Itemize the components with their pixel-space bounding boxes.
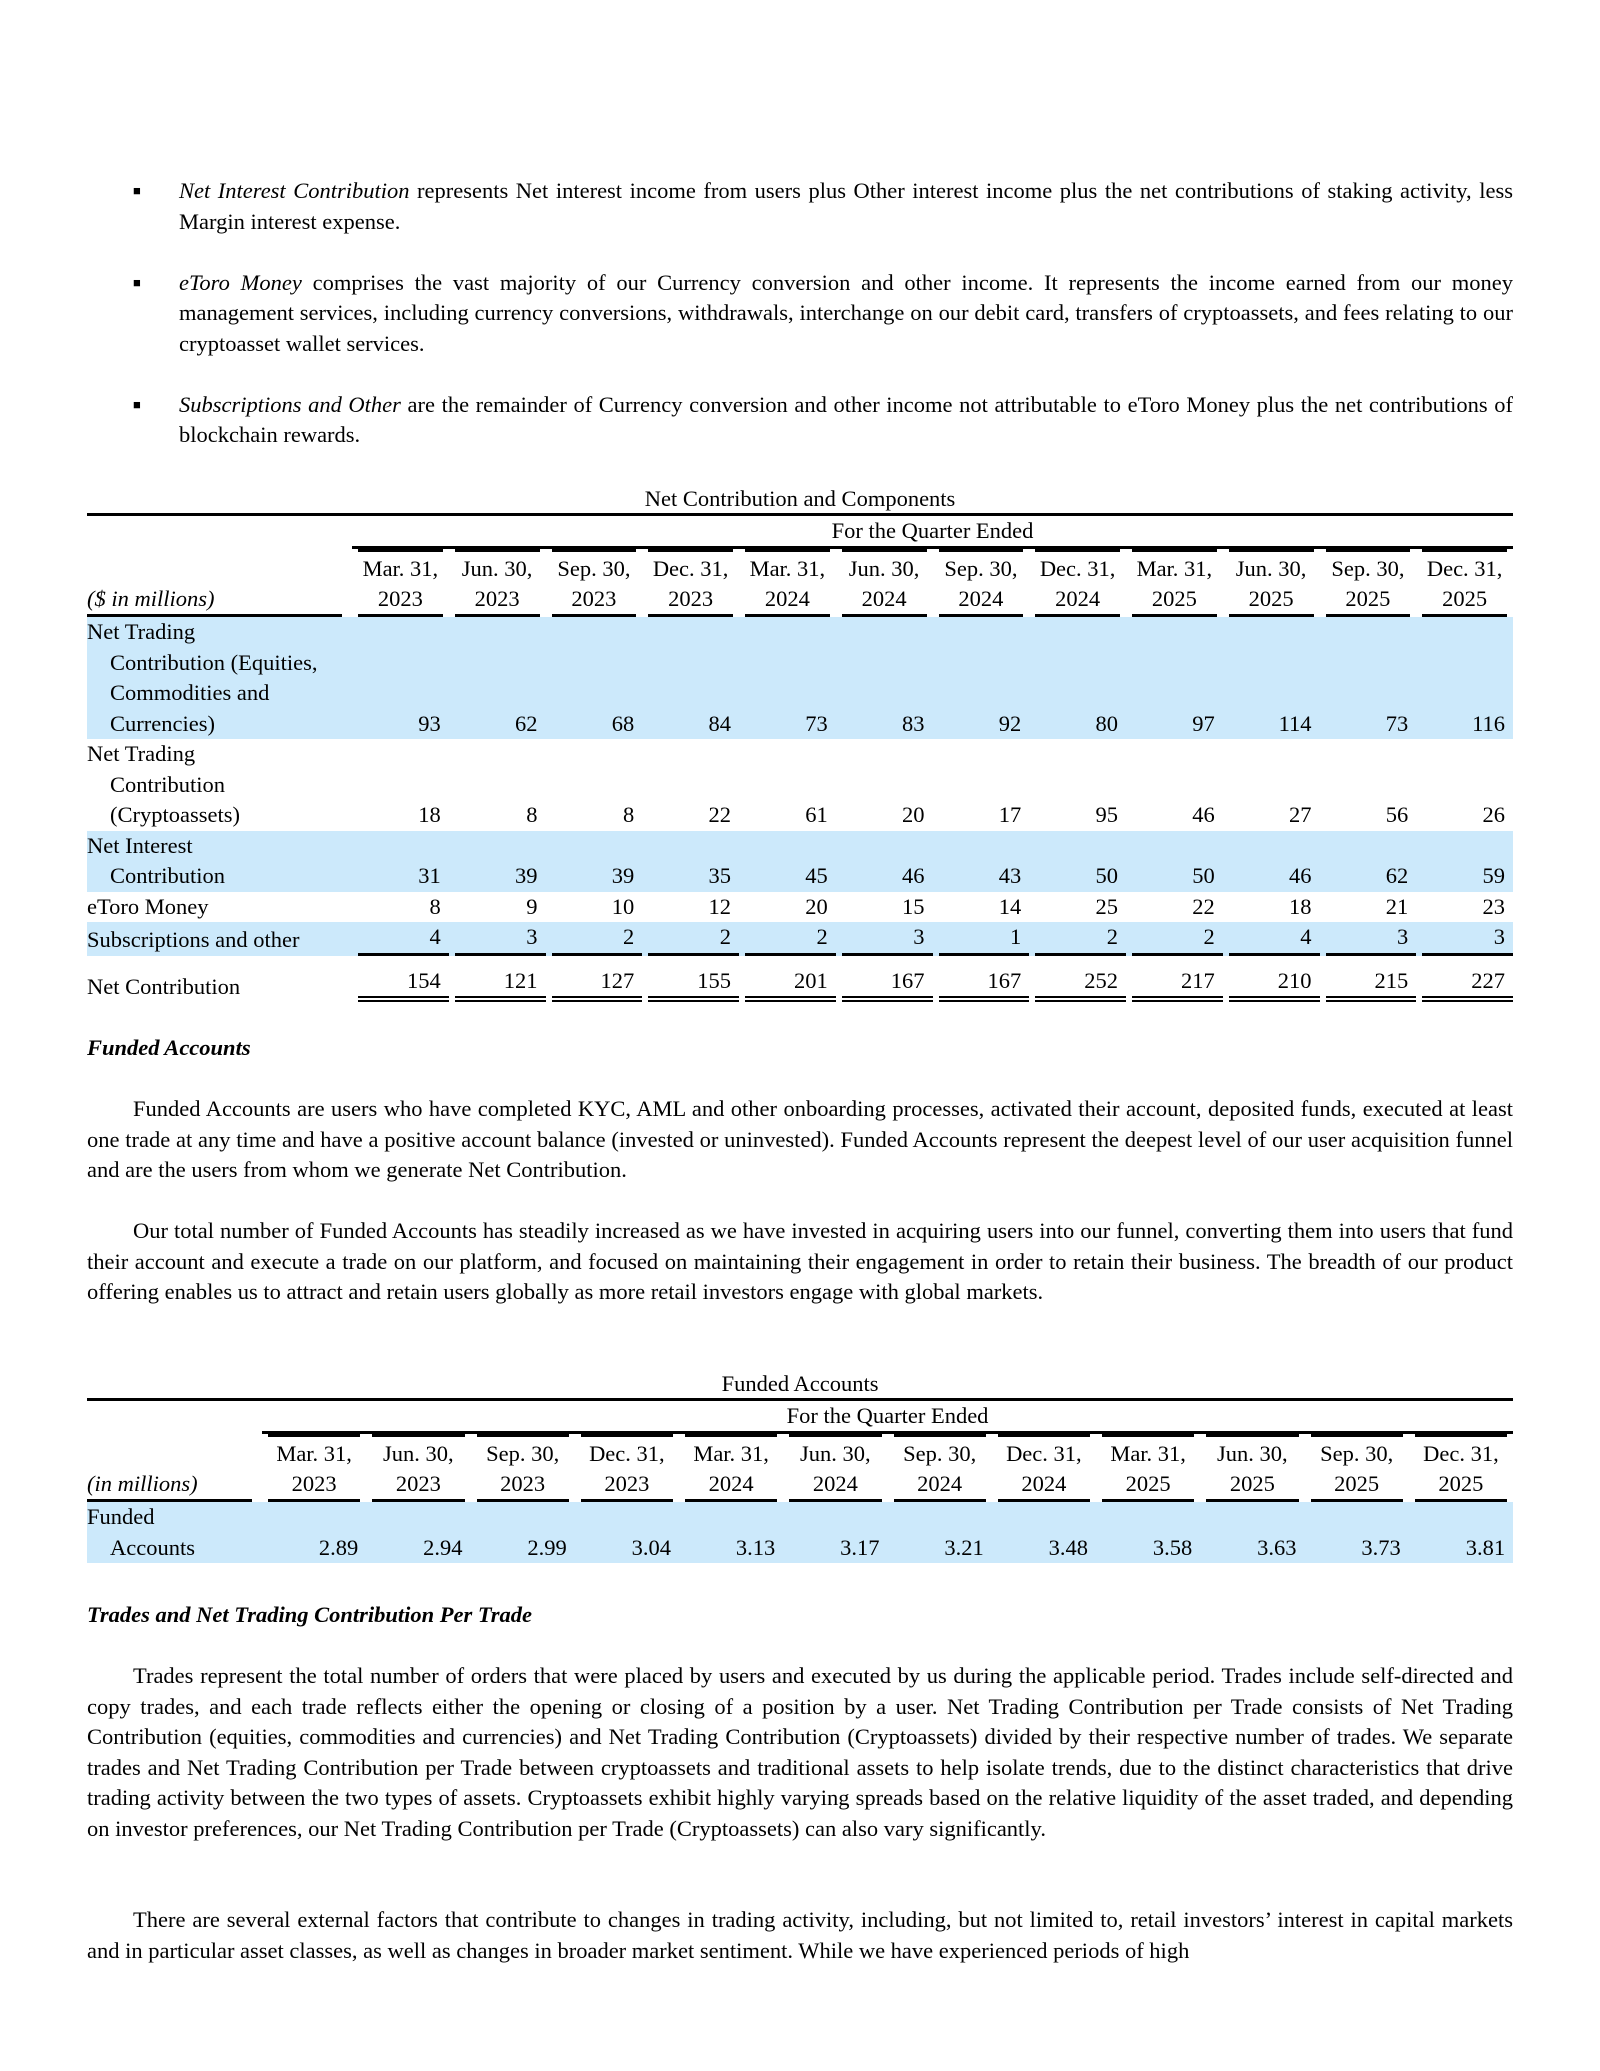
table-cell: 95 <box>1095 802 1118 827</box>
table-cell: 8 <box>429 893 441 919</box>
table-cell: 61 <box>805 802 828 827</box>
column-header: Sep. 30, 2023 <box>546 549 643 617</box>
column-header: Jun. 30, 2024 <box>836 549 933 617</box>
table-cell: 167 <box>933 956 1030 1003</box>
table-cell: 46 <box>836 831 933 892</box>
row-label: Funded Accounts <box>87 1502 262 1563</box>
column-header: Jun. 30, 2023 <box>449 549 546 617</box>
table-cell: 35 <box>642 831 739 892</box>
bullet-square-icon: ■ <box>133 183 141 198</box>
table-cell: 3.58 <box>1096 1502 1200 1563</box>
paragraph: Trades represent the total number of orders that were placed by users and executed by us during the applicable period. Trades include self-directed and copy trades, and each trade reflects either the opening or closing of a position by a user. Net Trading Contribution per Trade consists of Net Trading Contribution (equities, commodities and currencies) and Net Trading Contribution (Cryptoassets) divided by their respective number of trades. We separate trades and Net Trading Contribution per Trade between cryptoassets and traditional assets to help isolate trends, due to the distinct characteristics that drive trading activity between the two types of assets. Cryptoassets exhibit highly varying spreads based on the relative liquidity of the asset traded, and depending on investor preferences, our Net Trading Contribution per Trade (Cryptoassets) can also vary significantly. <box>87 1663 1513 1841</box>
table-cell: 46 <box>1192 802 1215 827</box>
table-cell: 167 <box>836 956 933 1003</box>
definition-bullet <box>87 268 1513 360</box>
definition-text: are the remainder of Currency conversion and other income not attributable to eToro Money plus the net contributions of blockchain rewards. <box>179 391 1513 447</box>
total-row <box>87 956 1513 1003</box>
row-label: Net Contribution <box>87 973 241 999</box>
column-header: Sep. 30, 2024 <box>933 549 1030 617</box>
section-heading-funded-accounts: Funded Accounts <box>87 1035 251 1060</box>
definition-bullet <box>87 176 1513 237</box>
bullet-square-icon: ■ <box>133 274 141 290</box>
table-cell: 62 <box>1320 831 1417 892</box>
table-cell: 3.04 <box>575 1502 679 1563</box>
table-cell: 2 <box>546 922 643 956</box>
unit-label: (in millions) <box>87 1434 262 1502</box>
column-header: Jun. 30, 2025 <box>1200 1434 1304 1502</box>
table-cell: 121 <box>449 956 546 1003</box>
column-header: Jun. 30, 2023 <box>366 1434 470 1502</box>
table-cell: 27 <box>1289 802 1312 827</box>
column-header: Mar. 31, 2023 <box>262 1434 366 1502</box>
table-cell: 3.21 <box>888 1502 992 1563</box>
column-header: Sep. 30, 2025 <box>1305 1434 1409 1502</box>
table-cell: 68 <box>546 617 643 739</box>
table-cell: 18 <box>418 802 441 827</box>
definition-term: Subscriptions and Other <box>179 391 401 417</box>
table-cell: 1 <box>933 922 1030 956</box>
row-label: Net Interest Contribution <box>87 831 352 892</box>
table-cell: 201 <box>739 956 836 1003</box>
table-cell: 22 <box>1192 893 1215 919</box>
table-cell: 9 <box>526 893 538 919</box>
table-cell: 93 <box>352 617 449 739</box>
table-cell: 45 <box>739 831 836 892</box>
row-label: eToro Money <box>87 893 209 919</box>
table-cell: 2 <box>642 922 739 956</box>
table-cell: 127 <box>546 956 643 1003</box>
table-cell: 2.89 <box>262 1502 366 1563</box>
table-cell: 31 <box>352 831 449 892</box>
column-header: Mar. 31, 2025 <box>1126 549 1223 617</box>
table-cell: 84 <box>642 617 739 739</box>
paragraph: Funded Accounts are users who have completed KYC, AML and other onboarding processes, activated their account, deposited funds, executed at least one trade at any time and have a positive account balance (invested or uninvested). Funded Accounts represent the deepest level of our user acquisition funnel and are the users from whom we generate Net Contribution. <box>87 1096 1513 1182</box>
row-label: Net Trading Contribution (Equities, Commodities and Currencies) <box>87 617 352 739</box>
definition-term: eToro Money <box>179 269 302 295</box>
table-cell: 3.17 <box>783 1502 887 1563</box>
table-row <box>87 739 1513 831</box>
column-header: Sep. 30, 2024 <box>888 1434 992 1502</box>
table-title: Funded Accounts <box>87 1368 1513 1401</box>
column-header: Sep. 30, 2025 <box>1320 549 1417 617</box>
table-row <box>87 617 1513 739</box>
table-cell: 15 <box>902 893 925 919</box>
unit-label: ($ in millions) <box>87 549 352 617</box>
table-cell: 3.73 <box>1305 1502 1409 1563</box>
table-cell: 3.48 <box>992 1502 1096 1563</box>
table-cell: 2.99 <box>471 1502 575 1563</box>
table-cell: 2 <box>739 922 836 956</box>
table-cell: 3 <box>1416 922 1513 956</box>
table-row <box>87 831 1513 892</box>
column-header: Mar. 31, 2024 <box>739 549 836 617</box>
paragraph: There are several external factors that contribute to changes in trading activity, including, but not limited to, retail investors’ interest in capital markets and in particular asset classes, as well as changes in broader market sentiment. While we have experienced periods of high <box>87 1907 1513 1963</box>
table-cell: 116 <box>1416 617 1513 739</box>
table-cell: 10 <box>611 893 635 919</box>
section-heading-trades: Trades and Net Trading Contribution Per Trade <box>87 1602 533 1627</box>
period-header: For the Quarter Ended <box>352 516 1513 549</box>
table-cell: 3 <box>1320 922 1417 956</box>
table-cell: 25 <box>1095 893 1118 919</box>
paragraph: Our total number of Funded Accounts has steadily increased as we have invested in acquiring users into our funnel, converting them into users that fund their account and execute a trade on our platform, and focused on maintaining their engagement in order to retain their business. The breadth of our product offering enables us to attract and retain users globally as more retail investors engage with global markets. <box>87 1218 1513 1304</box>
table-cell: 46 <box>1223 831 1320 892</box>
table-row <box>87 892 1513 923</box>
table-cell: 73 <box>1320 617 1417 739</box>
table-cell: 80 <box>1029 617 1126 739</box>
table-cell: 154 <box>352 956 449 1003</box>
table-cell: 20 <box>805 893 828 919</box>
table-cell: 73 <box>739 617 836 739</box>
column-header: Dec. 31, 2025 <box>1409 1434 1513 1502</box>
table-cell: 12 <box>708 893 731 919</box>
definition-term: Net Interest Contribution <box>179 178 410 203</box>
column-header: Dec. 31, 2024 <box>992 1434 1096 1502</box>
table-cell: 20 <box>902 802 925 827</box>
row-label: Subscriptions and other <box>87 922 352 956</box>
table-cell: 22 <box>708 802 731 827</box>
net-contribution-table <box>87 483 1513 1002</box>
table-cell: 3 <box>449 922 546 956</box>
table-cell: 2 <box>1126 922 1223 956</box>
column-header: Dec. 31, 2025 <box>1416 549 1513 617</box>
column-header: Dec. 31, 2023 <box>575 1434 679 1502</box>
table-cell: 114 <box>1223 617 1320 739</box>
table-cell: 155 <box>642 956 739 1003</box>
table-cell: 18 <box>1289 893 1312 919</box>
table-cell: 97 <box>1126 617 1223 739</box>
table-cell: 21 <box>1385 893 1409 919</box>
table-cell: 39 <box>449 831 546 892</box>
table-cell: 252 <box>1029 956 1126 1003</box>
column-header: Dec. 31, 2023 <box>642 549 739 617</box>
table-cell: 92 <box>933 617 1030 739</box>
period-header: For the Quarter Ended <box>262 1401 1513 1434</box>
table-cell: 2 <box>1029 922 1126 956</box>
column-header: Mar. 31, 2024 <box>679 1434 783 1502</box>
table-cell: 43 <box>933 831 1030 892</box>
table-cell: 4 <box>352 922 449 956</box>
table-cell: 83 <box>836 617 933 739</box>
table-cell: 210 <box>1223 956 1320 1003</box>
table-cell: 217 <box>1126 956 1223 1003</box>
table-row <box>87 1502 1513 1563</box>
column-header: Jun. 30, 2024 <box>783 1434 887 1502</box>
funded-accounts-table <box>87 1368 1513 1563</box>
table-cell: 3.81 <box>1409 1502 1513 1563</box>
table-cell: 227 <box>1416 956 1513 1003</box>
table-cell: 56 <box>1385 802 1409 827</box>
table-cell: 39 <box>546 831 643 892</box>
table-row <box>87 922 1513 956</box>
table-cell: 2.94 <box>366 1502 470 1563</box>
column-header: Mar. 31, 2025 <box>1096 1434 1200 1502</box>
table-cell: 17 <box>998 802 1022 827</box>
table-cell: 3 <box>836 922 933 956</box>
table-cell: 14 <box>998 893 1022 919</box>
column-header: Dec. 31, 2024 <box>1029 549 1126 617</box>
table-cell: 50 <box>1126 831 1223 892</box>
table-cell: 62 <box>449 617 546 739</box>
table-cell: 4 <box>1223 922 1320 956</box>
table-cell: 3.13 <box>679 1502 783 1563</box>
table-title: Net Contribution and Components <box>87 483 1513 516</box>
table-cell: 8 <box>623 802 635 827</box>
table-cell: 23 <box>1482 893 1506 919</box>
table-cell: 8 <box>526 802 538 827</box>
bullet-square-icon: ■ <box>133 396 141 412</box>
column-header: Mar. 31, 2023 <box>352 549 449 617</box>
column-header: Jun. 30, 2025 <box>1223 549 1320 617</box>
table-cell: 215 <box>1320 956 1417 1003</box>
row-label: Net Trading Contribution (Cryptoassets) <box>87 741 240 827</box>
definition-text: represents Net interest income from users plus Other interest income plus the net contributions of staking activity, less Margin interest expense. <box>179 178 1513 234</box>
table-cell: 59 <box>1416 831 1513 892</box>
table-cell: 50 <box>1029 831 1126 892</box>
table-cell: 3.63 <box>1200 1502 1304 1563</box>
table-cell: 26 <box>1482 802 1506 827</box>
column-header: Sep. 30, 2023 <box>471 1434 575 1502</box>
definitions-list <box>87 176 1513 481</box>
definition-text: comprises the vast majority of our Currency conversion and other income. It represents the income earned from our money management services, including currency conversions, withdrawals, interchange on our debit card, transfers of cryptoassets, and fees relating to our cryptoasset wallet services. <box>179 269 1513 356</box>
definition-bullet <box>87 390 1513 451</box>
